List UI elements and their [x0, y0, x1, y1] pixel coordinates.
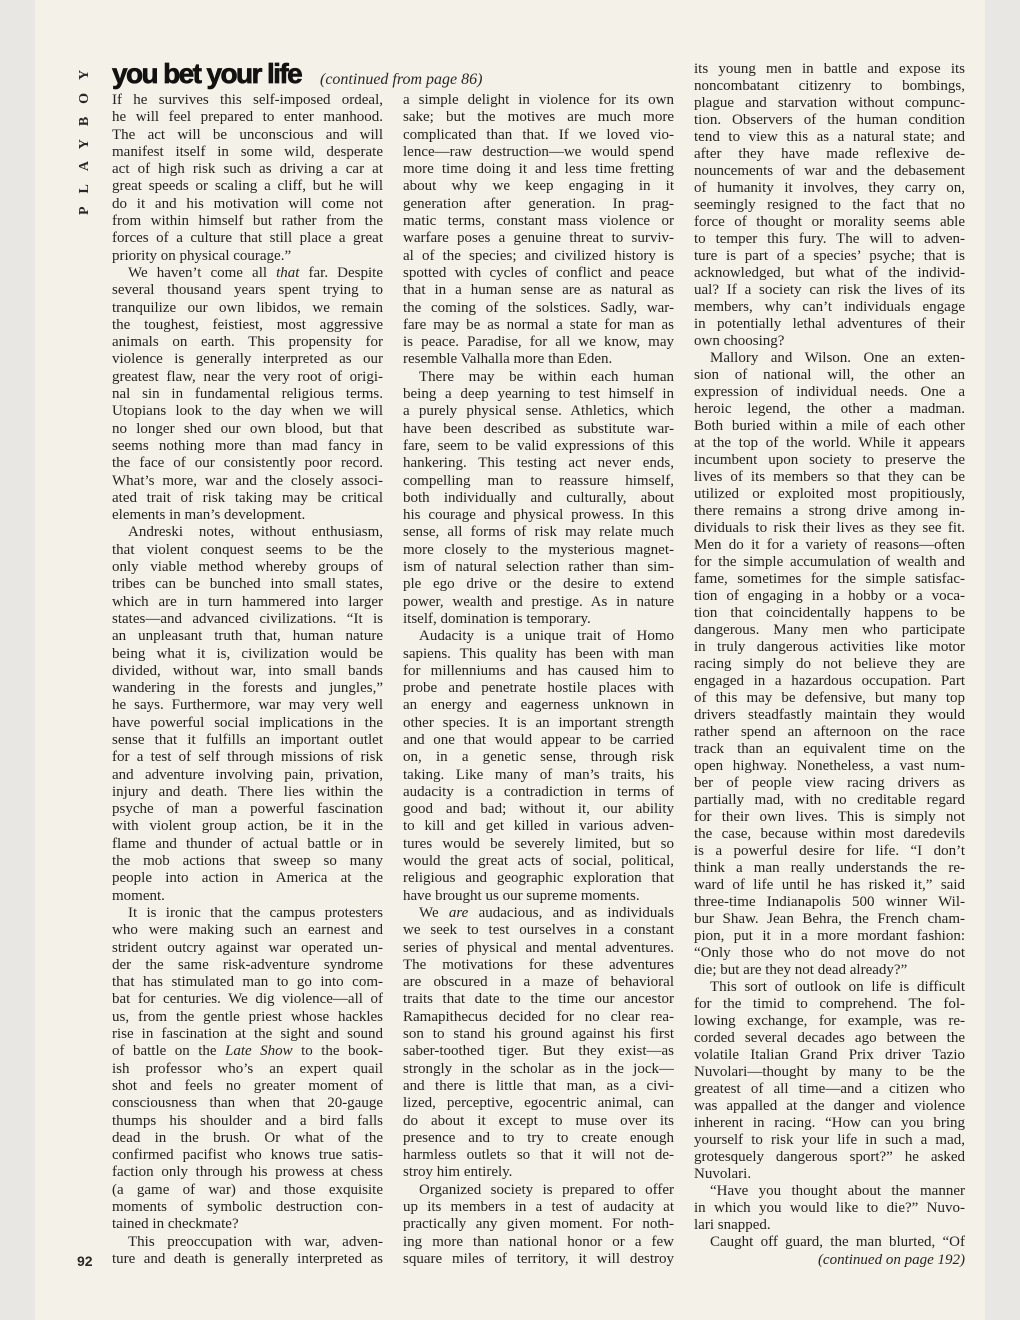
text-line: for a test of self through missions of risk: [112, 749, 383, 766]
text-line: its young men in battle and expose its: [694, 61, 965, 77]
text-line: [112, 1043, 383, 1060]
text-line: fare may be as normal a state for man as: [403, 316, 674, 333]
text-line: priority on physical courage.”: [112, 247, 292, 264]
text-line: great speeds or scaling a cliff, but he will: [112, 178, 383, 195]
text-line: If he survives this self-imposed ordeal,: [112, 92, 383, 108]
text-line: series of physical and mental adventures.: [403, 939, 674, 956]
text-line: warfare poses a genuine threat to surviv-: [403, 230, 674, 247]
text-line: lives of its members so that they can be: [694, 469, 965, 485]
text-run: We haven’t come all: [128, 264, 277, 281]
text-line: Caught off guard, the man blurted, “Of: [710, 1234, 965, 1250]
paragraph: [403, 1182, 674, 1268]
magazine-spine-title: PLAYBOY: [77, 56, 92, 216]
text-line: which are in turn hammered into larger: [112, 593, 383, 610]
italic-phrase: that: [276, 264, 300, 281]
text-line: greatest of all time—and a citizen who: [694, 1081, 965, 1097]
text-line: son to stand his ground against his first: [403, 1026, 674, 1043]
text-line: heroic legend, the other a madman.: [694, 401, 965, 417]
text-line: “Have you thought about the manner: [710, 1183, 965, 1199]
text-line: ward of life until he has risked it,” said: [694, 877, 965, 893]
text-line: der the same risk-adventure syndrome: [112, 956, 383, 973]
text-run: far. Despite: [299, 264, 383, 281]
text-line: about why we keep engaging in it: [403, 178, 674, 195]
text-line: lowing exchange, for example, was re-: [694, 1013, 965, 1029]
italic-phrase: are: [448, 904, 469, 921]
text-line: in truly dangerous activities like motor: [694, 639, 965, 655]
text-line: a purely physical sense. Athletics, which: [403, 403, 674, 420]
text-line: die; but are they not dead already?”: [694, 962, 908, 978]
text-line: to kill and get killed in various adven-: [403, 818, 674, 835]
paragraph: [694, 979, 965, 1183]
text-line: and adventure involving pain, privation,: [112, 766, 383, 783]
text-line: moments of symbolic destruction con-: [112, 1199, 383, 1215]
text-line: force of thought or morality seems able: [694, 214, 965, 230]
text-line: tion of engaging in a hobby or a voca-: [694, 588, 965, 604]
text-line: psyche of man a powerful fascination: [112, 801, 383, 818]
text-line: is a powerful desire for life. “I don’t: [694, 843, 965, 859]
text-line: matic terms, constant mass violence or: [403, 213, 674, 230]
text-line: resemble Valhalla more than Eden.: [403, 351, 613, 368]
text-line: This preoccupation with war, adven-: [128, 1233, 383, 1250]
text-line: The act will be unconscious and will: [112, 126, 383, 143]
text-line: greatest flaw, near the very root of origi-: [112, 368, 383, 385]
text-line: utilized or exploited most propitiously,: [694, 486, 965, 502]
text-line: lari snapped.: [694, 1217, 771, 1233]
text-line: members, why can’t individuals engage: [694, 299, 965, 315]
text-line: nal sin in fundamental religious terms.: [112, 386, 383, 403]
text-run: We: [419, 904, 449, 921]
text-line: thumps his shoulder and a bird falls: [112, 1112, 383, 1129]
text-line: compelling man to reassure himself,: [403, 472, 674, 489]
text-line: engaged in a hazardous occupation. Part: [694, 673, 965, 689]
text-line: to temper this fury. The will to adven-: [694, 231, 965, 247]
text-line: lence—raw destruction—we would spend: [403, 143, 674, 160]
text-line: that violent conquest seems to be the: [112, 541, 383, 558]
text-line: traits that date to the time our ancestor: [403, 991, 674, 1008]
paragraph: [694, 1234, 965, 1251]
text-line: tend to view this as a natural state; and: [694, 129, 965, 145]
text-line: no longer shed our own blood, but that: [112, 420, 383, 437]
text-line: The motivations for these adventures: [403, 956, 674, 973]
text-line: volatile Italian Grand Prix driver Tazio: [694, 1047, 965, 1063]
text-line: at the top of the world. While it appears: [694, 435, 965, 451]
text-line: in potentially lethal adventures of their: [694, 316, 965, 332]
text-line: ture is part of a species’ psyche; that is: [694, 248, 965, 264]
text-line: own choosing?: [694, 333, 785, 349]
text-line: that in a human sense are as natural as: [403, 282, 674, 299]
text-line: would the great acts of social, political,: [403, 853, 674, 870]
text-line: confirmed pacifist who knows true satis-: [112, 1147, 383, 1164]
text-line: This sort of outlook on life is difficult: [710, 979, 965, 995]
text-line: more closely to the mysterious magnet-: [403, 541, 674, 558]
text-line: yourself to risk your life in such a mad,: [694, 1132, 965, 1148]
paragraph: [694, 350, 965, 979]
text-line: injury and death. There lies within the: [112, 783, 383, 800]
text-line: plague and starvation without compunc-: [694, 95, 965, 111]
text-line: fame, sometimes for the simple satisfac-: [694, 571, 965, 587]
text-line: the toughest, feistiest, most aggressive: [112, 316, 383, 333]
text-line: people into action in America at the: [112, 870, 383, 887]
text-line: tion that coincidentally happens to be: [694, 605, 965, 621]
text-line: act of high risk such as driving a car at: [112, 161, 383, 178]
text-line: ber of people view racing drivers as: [694, 775, 965, 791]
text-line: sense that it fulfills an important outlet: [112, 731, 383, 748]
paragraph: [112, 265, 383, 524]
text-line: ual? If a society can risk the lives of its: [694, 282, 965, 298]
text-column-1: [112, 92, 383, 1268]
text-line: rather spend an afternoon on the race: [694, 724, 965, 740]
text-line: both individually and culturally, about: [403, 489, 674, 506]
text-line: seemingly resigned to the fact that no: [694, 197, 965, 213]
text-line: tures would be severely limited, but so: [403, 835, 674, 852]
text-line: partially mad, with no creditable regard: [694, 792, 965, 808]
text-line: there remains a strong drive among in-: [694, 503, 965, 519]
text-line: forces of a culture that still place a great: [112, 230, 383, 247]
text-line: practically any given moment. For noth-: [403, 1216, 674, 1233]
text-line: [112, 265, 383, 282]
text-line: in which you would like to die?” Nuvo-: [694, 1200, 965, 1216]
text-line: (a game of war) and those exquisite: [112, 1181, 383, 1198]
text-line: Both buried within a mile of each other: [694, 418, 965, 434]
text-line: an unpleasant truth that, human nature: [112, 628, 383, 645]
paragraph: [403, 628, 674, 905]
text-line: [403, 905, 674, 922]
text-line: with violent group action, be it in the: [112, 818, 383, 835]
text-line: sense, all forms of risk may relate much: [403, 524, 674, 541]
text-line: saber-toothed tiger. But they exist—as: [403, 1043, 674, 1060]
text-line: of humanity it involves, they carry on,: [694, 180, 965, 196]
text-line: Audacity is a unique trait of Homo: [419, 628, 674, 645]
text-line: is peace. Paradise, for all we know, may: [403, 334, 674, 351]
text-line: elements in man’s development.: [112, 507, 306, 524]
text-line: and there is little that man, as a civi-: [403, 1077, 674, 1094]
text-line: divided, without war, into small bands: [112, 662, 383, 679]
text-line: have powerful social implications in the: [112, 714, 383, 731]
page-number: 92: [77, 1253, 93, 1269]
text-line: the mob actions that sweep so many: [112, 853, 383, 870]
text-line: several thousand years spent trying to: [112, 282, 383, 299]
continued-from-note: (continued from page 86): [320, 71, 483, 88]
text-line: There may be within each human: [419, 368, 674, 385]
text-line: tranquilize our own libidos, we remain: [112, 299, 383, 316]
paragraph: [112, 1234, 383, 1269]
text-line: sion of national will, the other an: [694, 367, 965, 383]
text-line: states—and advanced civilizations. “It is: [112, 610, 383, 627]
text-line: harmless outlets so that it will not de-: [403, 1147, 674, 1164]
text-line: for the simple accumulation of wealth and: [694, 554, 965, 570]
text-line: track than an equivalent time on the: [694, 741, 965, 757]
text-line: after they have made reflexive de-: [694, 146, 965, 162]
text-line: Nuvolari—thought by many to be the: [694, 1064, 965, 1080]
text-line: dividuals to risk their lives as they see fit.: [694, 520, 965, 536]
text-line: sapiens. This quality has been with man: [403, 645, 674, 662]
text-line: the case, because within most daredevils: [694, 826, 965, 842]
text-line: hankering. This testing act never ends,: [403, 455, 674, 472]
text-line: pion, put it in a more mordant fashion:: [694, 928, 965, 944]
text-line: Nuvolari.: [694, 1166, 752, 1182]
text-line: probe and penetrate hostile places with: [403, 680, 674, 697]
text-column-2: [403, 92, 674, 1268]
text-line: Andreski notes, without enthusiasm,: [128, 524, 383, 541]
text-line: tribes can be bunched into small states,: [112, 576, 383, 593]
text-line: racing simply do not believe they are: [694, 656, 965, 672]
text-line: What’s more, war and the closely associ-: [112, 472, 383, 489]
text-line: his courage and physical prowess. In this: [403, 507, 674, 524]
text-line: Mallory and Wilson. One an exten-: [710, 350, 965, 366]
text-line: was appalled at the danger and violence: [694, 1098, 965, 1114]
text-line: strongly in the scholar as in the jock—: [403, 1060, 674, 1077]
text-line: on, in a genetic sense, through risk: [403, 749, 674, 766]
text-line: the face of our consistently poor record.: [112, 455, 383, 472]
italic-phrase: Late Show: [224, 1043, 293, 1060]
text-line: and one that would appear to be carried: [403, 731, 674, 748]
paragraph: [112, 524, 383, 905]
text-line: up its members in a test of audacity at: [403, 1199, 674, 1215]
paragraph: [694, 61, 965, 350]
text-line: “Only those who do not move do not: [694, 945, 965, 961]
text-line: flame and thunder of actual battle or in: [112, 835, 383, 852]
text-line: tion. Observers of the human condition: [694, 112, 965, 128]
text-line: lized, perceptive, egocentric animal, can: [403, 1095, 674, 1112]
text-line: ture and death is generally interpreted as: [112, 1250, 383, 1267]
text-line: three-time Indianapolis 500 winner Wil-: [694, 894, 965, 910]
text-line: who were making such an earnest and: [112, 922, 383, 939]
text-line: taking. Like many of man’s traits, his: [403, 766, 674, 783]
text-line: do it and his motivation will come not: [112, 195, 383, 212]
text-line: manifest itself in some wild, desperate: [112, 143, 383, 160]
text-line: moment.: [112, 887, 165, 904]
text-line: wandering in the forests and jungles,”: [112, 680, 383, 697]
text-line: ated trait of risk taking may be critical: [112, 489, 383, 506]
text-line: audacity is a contradiction in terms of: [403, 783, 674, 800]
text-line: for their own lives. This is simply not: [694, 809, 965, 825]
paragraph: [112, 92, 383, 265]
text-line: incumbent upon society to preserve the: [694, 452, 965, 468]
text-line: shot and feels no greater moment of: [112, 1077, 383, 1094]
text-line: noncombatant citizenry to bombings,: [694, 78, 965, 94]
text-line: It is ironic that the campus protesters: [128, 904, 383, 921]
text-line: that has stimulated man to go into com-: [112, 974, 383, 991]
text-line: tained in checkmate?: [112, 1216, 239, 1233]
text-line: have been described as substitute war-: [403, 420, 674, 437]
text-line: only viable method whereby groups of: [112, 559, 383, 576]
text-line: presence and to try to create enough: [403, 1129, 674, 1146]
text-line: ism of natural selection rather than sim-: [403, 559, 674, 576]
text-line: an energy and eagerness unknown in: [403, 697, 674, 714]
text-line: strident outcry against war operated un-: [112, 939, 383, 956]
text-line: he will feel prepared to enter manhood.: [112, 109, 383, 126]
text-line: expression of individual needs. One a: [694, 384, 965, 400]
article-title: you bet your life: [112, 58, 302, 89]
text-line: generation after generation. In prag-: [403, 195, 674, 212]
text-line: animals on earth. This propensity for: [112, 334, 383, 351]
text-line: corded several decades ago between the: [694, 1030, 965, 1046]
paragraph: [403, 92, 674, 369]
text-line: religious and geographic exploration that: [403, 870, 674, 887]
paragraph: [694, 1183, 965, 1234]
text-column-3: [694, 61, 965, 1251]
text-line: being a deep yearning to test himself in: [403, 386, 674, 403]
text-line: think a man really understands the re-: [694, 860, 965, 876]
text-line: Organized society is prepared to offer: [419, 1181, 674, 1198]
paragraph: [403, 905, 674, 1182]
text-line: stroy him entirely.: [403, 1164, 513, 1181]
text-line: complicated than that. If we loved vio-: [403, 126, 674, 143]
text-line: for millenniums and has caused him to: [403, 662, 674, 679]
text-line: grotesquely dangerous sport?” he asked: [694, 1149, 965, 1165]
text-line: bat for centuries. We dig violence—all of: [112, 991, 383, 1008]
text-line: dangerous. Many men who participate: [694, 622, 965, 638]
text-line: for the timid to comprehend. The fol-: [694, 996, 965, 1012]
text-line: good and bad; without it, our ability: [403, 801, 674, 818]
text-line: he says. Furthermore, war may very well: [112, 697, 383, 714]
text-line: a simple delight in violence for its own: [403, 92, 674, 108]
text-line: faction only through his prowess at chess: [112, 1164, 383, 1181]
text-run: audacious, and as individuals: [468, 904, 674, 921]
text-line: the coming of the solstices. Sadly, war-: [403, 299, 674, 316]
text-line: violence is generally interpreted as our: [112, 351, 383, 368]
text-line: more time doing it and less time fretting: [403, 161, 674, 178]
text-line: have brought us our supreme moments.: [403, 887, 640, 904]
text-line: power, wealth and prestige. As in nature: [403, 593, 674, 610]
text-run: of battle on the: [112, 1043, 225, 1060]
text-line: open highway. Nonetheless, a vast num-: [694, 758, 965, 774]
text-line: bur Shaw. Jean Behra, the French cham-: [694, 911, 965, 927]
text-run: to the book-: [292, 1043, 383, 1060]
text-line: ish professor who’s an expert quail: [112, 1060, 383, 1077]
text-line: us, from the gentle priest whose hackles: [112, 1008, 383, 1025]
text-line: are obscured in a maze of behavioral: [403, 974, 674, 991]
text-line: itself, domination is temporary.: [403, 610, 591, 627]
text-line: ple ego drive or the desire to extend: [403, 576, 674, 593]
paragraph: [112, 905, 383, 1234]
text-line: square miles of territory, it will destroy: [403, 1250, 674, 1267]
text-line: we seek to test ourselves in a constant: [403, 922, 674, 939]
text-line: ing more than national honor or a few: [403, 1233, 674, 1250]
text-line: being what it is, civilization would be: [112, 645, 383, 662]
text-line: dead in the brush. Or what of the: [112, 1129, 383, 1146]
text-line: consciousness than when that 20-gauge: [112, 1095, 383, 1112]
text-line: acknowledged, but what of the individ-: [694, 265, 965, 281]
text-line: spotted with cycles of conflict and peace: [403, 264, 674, 281]
paragraph: [403, 369, 674, 628]
text-line: Utopians look to the day when we will: [112, 403, 383, 420]
continued-on-note: (continued on page 192): [817, 1252, 965, 1268]
text-line: drivers steadfastly maintain they would: [694, 707, 965, 723]
text-line: of this may be defensive, but many top: [694, 690, 965, 706]
text-line: nouncements of war and the debasement: [694, 163, 965, 179]
text-line: al of the species; and civilized history is: [403, 247, 674, 264]
text-line: from within himself but rather from the: [112, 213, 383, 230]
text-line: Men do it for a variety of reasons—often: [694, 537, 965, 553]
text-line: rise in fascination at the sight and sound: [112, 1026, 383, 1043]
text-line: seems nothing more than mad fancy in: [112, 437, 383, 454]
text-line: inherent in racing. “How can you bring: [694, 1115, 965, 1131]
text-line: do about it except to muse over its: [403, 1112, 674, 1129]
text-line: fare, seem to be valid expressions of this: [403, 437, 674, 454]
text-line: Ramapithecus decided for no clear rea-: [403, 1008, 674, 1025]
text-line: sake; but the motives are much more: [403, 109, 674, 126]
text-line: other species. It is an important strength: [403, 714, 674, 731]
